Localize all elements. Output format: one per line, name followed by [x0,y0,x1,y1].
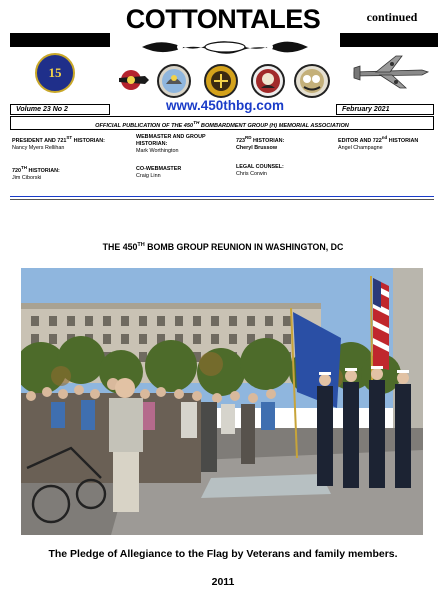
squadron-patch-4 [251,64,285,98]
staff-720-historian [12,164,122,182]
staff-name: Cheryl Brussow [236,144,278,151]
squadron-patch-5 [294,64,330,98]
header-divider-thin [10,199,434,200]
staff-webmaster [136,134,234,155]
fifteenth-air-force-emblem [35,53,75,93]
official-line-prefix: OFFICIAL PUBLICATION OF THE 450 [95,122,194,129]
squadron-patch-1 [115,66,151,94]
issue-date: February 2021 [342,106,390,113]
staff-name: Angel Champagne [338,144,383,151]
volume-text: Volume 23 No 2 [16,106,68,113]
staff-name: Jim Ciborski [12,174,42,181]
staff-723-historian [236,134,336,152]
squadron-patch-3 [204,64,238,98]
date-box [336,104,434,115]
staff-editor [338,134,434,152]
website-link[interactable]: www.450thbg.com [165,98,285,113]
official-publication-line [10,116,434,130]
staff-name: Chris Corwin [236,171,267,177]
staff-president [12,134,122,152]
staff-cowebmaster [136,166,234,180]
squadron-patch-2 [157,64,191,98]
b24-bomber-illustration [350,52,430,92]
photo-caption: The Pledge of Allegiance to the Flag by Veterans and family members. [48,548,398,560]
staff-role: EDITOR AND 722nd HISTORIAN [338,135,419,144]
staff-role: PRESIDENT AND 721ST HISTORIAN: [12,135,105,144]
staff-name: Nancy Myers Rellihan [12,144,65,151]
photo-year: 2011 [211,576,235,588]
masthead-bar-right [340,33,438,47]
staff-name: Mark Worthington [136,148,179,154]
headline-text: THE 450 [102,242,138,252]
staff-role: LEGAL COUNSEL: [236,164,284,170]
headline-sup: TH [137,242,145,249]
bomb-ornament-graphic [140,36,310,58]
staff-name: Craig Linn [136,173,161,179]
headline-text-rest: BOMB GROUP REUNION IN WASHINGTON, DC [144,242,344,252]
article-headline [20,242,426,252]
staff-role: WEBMASTER AND GROUP HISTORIAN: [136,134,206,147]
staff-role: 720TH HISTORIAN: [12,165,60,174]
official-line-sup: TH [193,120,200,125]
staff-role: 723RD HISTORIAN: [236,135,285,144]
staff-legal-counsel [236,164,336,178]
staff-role: CO-WEBMASTER [136,166,182,172]
emblem-number: 15 [48,65,62,80]
reunion-ceremony-photo [21,268,423,535]
header-divider [10,196,434,197]
volume-box [10,104,110,115]
official-line-suffix: BOMBARDMENT GROUP (H) MEMORIAL ASSOCIATION [199,122,349,129]
masthead-bar-left [10,33,110,47]
newsletter-title: COTTONTALES [125,4,321,34]
continued-label: continued [366,10,418,24]
